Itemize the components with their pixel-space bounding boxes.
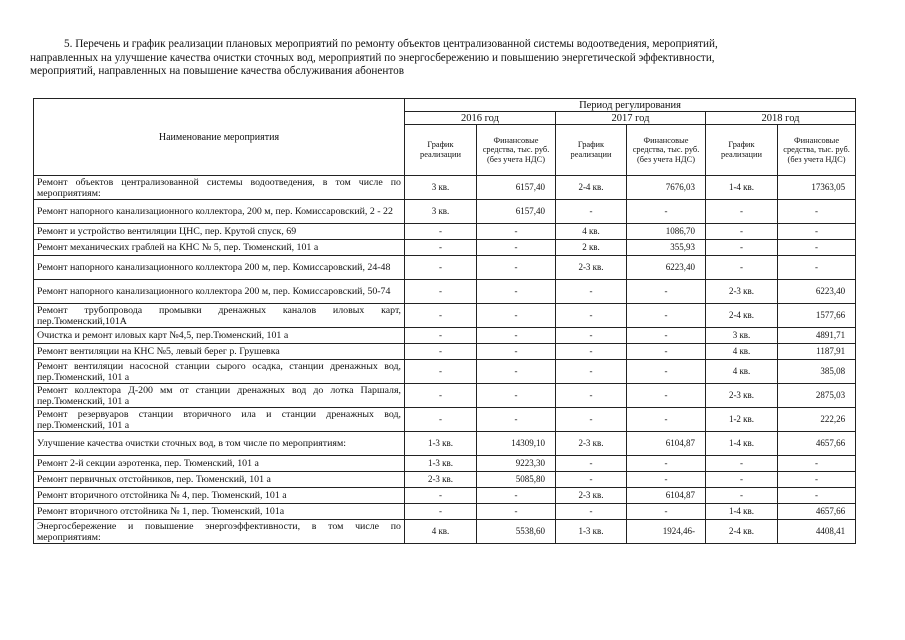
schedule-2016: - [405, 328, 477, 344]
finance-2016: - [477, 280, 556, 304]
table-row [34, 240, 856, 256]
table-row [34, 504, 856, 520]
finance-2017: - [627, 408, 706, 432]
schedule-2016: 1-3 кв. [405, 432, 477, 456]
finance-2017: - [627, 360, 706, 384]
measure-name: Улучшение качества очистки сточных вод, в том числе по мероприятиям: [34, 432, 405, 456]
finance-2018: 4891,71 [778, 328, 856, 344]
heading-line-3: мероприятий, направленных на повышение качества обслуживания абонентов [30, 65, 404, 77]
finance-2016: - [477, 224, 556, 240]
schedule-2018: 2-3 кв. [706, 384, 778, 408]
schedule-2018: - [706, 224, 778, 240]
schedule-2016: - [405, 280, 477, 304]
finance-2017: 1924,46- [627, 520, 706, 544]
schedule-2018: 2-3 кв. [706, 280, 778, 304]
schedule-2017: 2-3 кв. [556, 256, 627, 280]
finance-2017: 6104,87 [627, 488, 706, 504]
finance-2017: 7676,03 [627, 176, 706, 200]
finance-2018: 4657,66 [778, 504, 856, 520]
finance-2018: - [778, 256, 856, 280]
column-header-year-2016: 2016 год [405, 112, 556, 125]
finance-2017: 355,93 [627, 240, 706, 256]
finance-2016: - [477, 384, 556, 408]
schedule-2017: - [556, 360, 627, 384]
finance-2018: 1577,66 [778, 304, 856, 328]
measure-name: Ремонт вентиляции на КНС №5, левый берег р. Грушевка [34, 344, 405, 360]
schedule-2017: - [556, 408, 627, 432]
finance-2016: 9223,30 [477, 456, 556, 472]
finance-2018: - [778, 224, 856, 240]
finance-2016: 14309,10 [477, 432, 556, 456]
measure-name: Ремонт вторичного отстойника № 1, пер. Тюменский, 101а [34, 504, 405, 520]
finance-2018: - [778, 240, 856, 256]
table-row [34, 344, 856, 360]
schedule-2018: 1-4 кв. [706, 432, 778, 456]
schedule-2017: - [556, 280, 627, 304]
table-row [34, 200, 856, 224]
table-row [34, 488, 856, 504]
table-row [34, 456, 856, 472]
finance-2018: 1187,91 [778, 344, 856, 360]
measure-name: Ремонт трубопровода промывки дренажных каналов иловых карт, пер.Тюменский,101А [34, 304, 405, 328]
finance-2016: 5538,60 [477, 520, 556, 544]
measure-name: Ремонт вторичного отстойника № 4, пер. Тюменский, 101 а [34, 488, 405, 504]
finance-2017: 6223,40 [627, 256, 706, 280]
finance-2016: 5085,80 [477, 472, 556, 488]
column-header-finance: Финансовые средства, тыс. руб. (без учета НДС) [778, 125, 856, 176]
measure-name: Ремонт напорного канализационного коллектора 200 м, пер. Комиссаровский, 24-48 [34, 256, 405, 280]
finance-2016: 6157,40 [477, 176, 556, 200]
column-header-name: Наименование мероприятия [34, 99, 405, 176]
schedule-2017: - [556, 504, 627, 520]
schedule-2016: 2-3 кв. [405, 472, 477, 488]
table-row [34, 280, 856, 304]
measure-name: Ремонт коллектора Д-200 мм от станции дренажных вод до лотка Паршаля, пер.Тюменский, 101 а [34, 384, 405, 408]
finance-2018: 222,26 [778, 408, 856, 432]
measure-name: Ремонт вентиляции насосной станции сырого осадка, станции дренажных вод, пер.Тюменский, 101 а [34, 360, 405, 384]
finance-2016: - [477, 360, 556, 384]
measure-name: Очистка и ремонт иловых карт №4,5, пер.Тюменский, 101 а [34, 328, 405, 344]
finance-2017: 1086,70 [627, 224, 706, 240]
finance-2018: - [778, 472, 856, 488]
finance-2017: - [627, 200, 706, 224]
table-row [34, 384, 856, 408]
column-header-schedule: График реализации [405, 125, 477, 176]
measure-name: Ремонт напорного канализационного коллектора, 200 м, пер. Комиссаровский, 2 - 22 [34, 200, 405, 224]
finance-2018: 385,08 [778, 360, 856, 384]
finance-2017: - [627, 328, 706, 344]
heading-line-2: направленных на улучшение качества очистки сточных вод, мероприятий по энергосбережению и повышению энергетической эффективности, [30, 51, 715, 64]
schedule-2017: - [556, 456, 627, 472]
finance-2018: - [778, 200, 856, 224]
schedule-2017: - [556, 384, 627, 408]
heading-line-1: 5. Перечень и график реализации плановых мероприятий по ремонту объектов централизованной системы водоотведения, мероприятий, [64, 38, 718, 50]
finance-2018: - [778, 488, 856, 504]
column-header-year-2018: 2018 год [706, 112, 856, 125]
measure-name: Ремонт первичных отстойников, пер. Тюменский, 101 а [34, 472, 405, 488]
measure-name: Ремонт объектов централизованной системы водоотведения, в том числе по мероприятиям: [34, 176, 405, 200]
schedule-2018: - [706, 488, 778, 504]
finance-2017: - [627, 384, 706, 408]
schedule-2017: 1-3 кв. [556, 520, 627, 544]
finance-2018: 4408,41 [778, 520, 856, 544]
schedule-2018: - [706, 200, 778, 224]
column-header-schedule: График реализации [556, 125, 627, 176]
measure-name: Энергосбережение и повышение энергоэффективности, в том числе по мероприятиям: [34, 520, 405, 544]
schedule-2017: 2-3 кв. [556, 488, 627, 504]
schedule-2018: - [706, 472, 778, 488]
schedule-2016: 3 кв. [405, 176, 477, 200]
table-body [34, 176, 856, 544]
measure-name: Ремонт и устройство вентиляции ЦНС, пер. Крутой спуск, 69 [34, 224, 405, 240]
schedule-2017: 2-3 кв. [556, 432, 627, 456]
schedule-2018: 1-2 кв. [706, 408, 778, 432]
schedule-2018: 1-4 кв. [706, 176, 778, 200]
finance-2016: - [477, 304, 556, 328]
measure-name: Ремонт механических граблей на КНС № 5, пер. Тюменский, 101 а [34, 240, 405, 256]
section-heading [30, 38, 875, 79]
table-row [34, 328, 856, 344]
schedule-2018: 4 кв. [706, 344, 778, 360]
finance-2018: 17363,05 [778, 176, 856, 200]
measure-name: Ремонт напорного канализационного коллектора 200 м, пер. Комиссаровский, 50-74 [34, 280, 405, 304]
finance-2016: - [477, 488, 556, 504]
finance-2017: 6104,87 [627, 432, 706, 456]
column-header-schedule: График реализации [706, 125, 778, 176]
finance-2018: 2875,03 [778, 384, 856, 408]
schedule-2016: - [405, 408, 477, 432]
finance-2017: - [627, 280, 706, 304]
schedule-2018: - [706, 256, 778, 280]
finance-2017: - [627, 456, 706, 472]
schedule-2017: - [556, 200, 627, 224]
table-row [34, 472, 856, 488]
finance-2016: - [477, 256, 556, 280]
schedule-2016: 1-3 кв. [405, 456, 477, 472]
schedule-2016: - [405, 256, 477, 280]
schedule-2016: 3 кв. [405, 200, 477, 224]
table-row [34, 432, 856, 456]
finance-2018: 4657,66 [778, 432, 856, 456]
finance-2017: - [627, 344, 706, 360]
schedule-2016: - [405, 488, 477, 504]
column-header-period: Период регулирования [405, 99, 856, 112]
schedule-2016: - [405, 384, 477, 408]
schedule-2016: - [405, 360, 477, 384]
finance-2016: - [477, 504, 556, 520]
measure-name: Ремонт 2-й секции аэротенка, пер. Тюменский, 101 а [34, 456, 405, 472]
finance-2016: - [477, 240, 556, 256]
finance-2016: - [477, 408, 556, 432]
finance-2017: - [627, 304, 706, 328]
schedule-2016: - [405, 240, 477, 256]
table-row [34, 224, 856, 240]
measure-name: Ремонт резервуаров станции вторичного ила и станции дренажных вод, пер.Тюменский, 101 а [34, 408, 405, 432]
table-row [34, 256, 856, 280]
finance-2016: - [477, 344, 556, 360]
schedule-2017: - [556, 304, 627, 328]
column-header-year-2017: 2017 год [556, 112, 706, 125]
schedule-2018: 1-4 кв. [706, 504, 778, 520]
schedule-2018: - [706, 240, 778, 256]
column-header-finance: Финансовые средства, тыс. руб. (без учета НДС) [627, 125, 706, 176]
table-row [34, 360, 856, 384]
table-row [34, 408, 856, 432]
schedule-2018: 4 кв. [706, 360, 778, 384]
table-row [34, 304, 856, 328]
schedule-2017: - [556, 344, 627, 360]
finance-2018: 6223,40 [778, 280, 856, 304]
schedule-2017: - [556, 328, 627, 344]
schedule-2017: 4 кв. [556, 224, 627, 240]
table-row [34, 176, 856, 200]
column-header-finance: Финансовые средства, тыс. руб. (без учета НДС) [477, 125, 556, 176]
schedule-2017: - [556, 472, 627, 488]
finance-2016: - [477, 328, 556, 344]
finance-2018: - [778, 456, 856, 472]
schedule-2018: 3 кв. [706, 328, 778, 344]
schedule-2018: - [706, 456, 778, 472]
schedule-2016: 4 кв. [405, 520, 477, 544]
finance-2017: - [627, 504, 706, 520]
schedule-2016: - [405, 224, 477, 240]
schedule-2018: 2-4 кв. [706, 520, 778, 544]
finance-2016: 6157,40 [477, 200, 556, 224]
schedule-2017: 2-4 кв. [556, 176, 627, 200]
schedule-2018: 2-4 кв. [706, 304, 778, 328]
table-row [34, 520, 856, 544]
schedule-2017: 2 кв. [556, 240, 627, 256]
measures-table [33, 98, 856, 544]
finance-2017: - [627, 472, 706, 488]
schedule-2016: - [405, 304, 477, 328]
schedule-2016: - [405, 344, 477, 360]
schedule-2016: - [405, 504, 477, 520]
